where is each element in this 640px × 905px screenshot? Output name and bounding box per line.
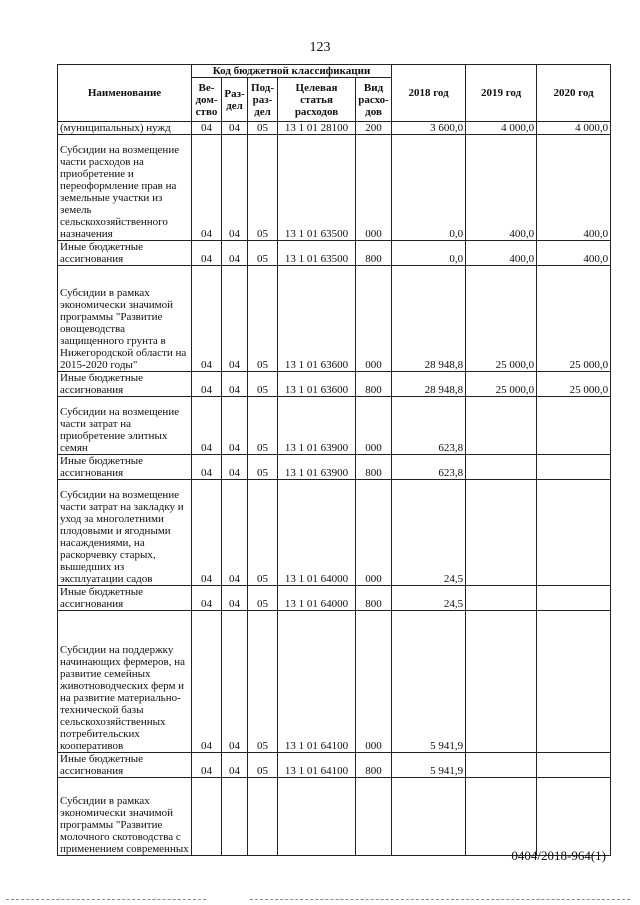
row-ved-cell: 04 — [192, 480, 222, 586]
row-target-cell: 13 1 01 64100 — [278, 753, 356, 778]
row-2019-cell — [466, 480, 537, 586]
row-target-cell: 13 1 01 28100 — [278, 122, 356, 135]
bottom-rule-right — [250, 899, 630, 900]
row-ved-cell: 04 — [192, 135, 222, 241]
row-vid-cell — [356, 778, 392, 856]
row-podrazdel-cell: 05 — [248, 372, 278, 397]
row-target-cell: 13 1 01 63600 — [278, 266, 356, 372]
row-ved-cell: 04 — [192, 372, 222, 397]
row-2020-cell: 400,0 — [537, 241, 611, 266]
row-name-cell: Иные бюджетные ассигнования — [58, 372, 192, 397]
row-2018-cell: 5 941,9 — [392, 611, 466, 753]
row-vid-cell: 200 — [356, 122, 392, 135]
row-ved-cell: 04 — [192, 611, 222, 753]
row-razdel-cell: 04 — [222, 241, 248, 266]
row-2020-cell — [537, 480, 611, 586]
row-2019-cell: 400,0 — [466, 135, 537, 241]
row-2019-cell — [466, 753, 537, 778]
header-2018: 2018 год — [392, 65, 466, 122]
table-row — [58, 241, 611, 266]
row-razdel-cell: 04 — [222, 135, 248, 241]
row-2020-cell — [537, 586, 611, 611]
row-podrazdel-cell: 05 — [248, 611, 278, 753]
row-name-cell: Субсидии на возмещение части расходов на приобретение и переоформление прав на земельные участки из земель сельскохозяйственного назначения — [58, 135, 192, 241]
row-ved-cell: 04 — [192, 241, 222, 266]
table-row — [58, 455, 611, 480]
row-name-cell: Иные бюджетные ассигнования — [58, 455, 192, 480]
row-2019-cell: 4 000,0 — [466, 122, 537, 135]
row-podrazdel-cell: 05 — [248, 397, 278, 455]
row-2019-cell — [466, 455, 537, 480]
row-name-cell: Иные бюджетные ассигнования — [58, 241, 192, 266]
row-name-cell: Иные бюджетные ассигнования — [58, 586, 192, 611]
table-row — [58, 135, 611, 241]
row-target-cell: 13 1 01 63600 — [278, 372, 356, 397]
header-ved: Ве- дом- ство — [192, 78, 222, 122]
row-vid-cell: 800 — [356, 372, 392, 397]
header-razdel: Раз- дел — [222, 78, 248, 122]
table-row — [58, 753, 611, 778]
row-2020-cell: 25 000,0 — [537, 372, 611, 397]
row-vid-cell: 000 — [356, 480, 392, 586]
header-podrazdel: Под- раз- дел — [248, 78, 278, 122]
row-name-cell: Субсидии на возмещение части затрат на закладку и уход за многолетними плодовыми и ягодными насаждениями, на раскорчевку старых, вышедших из эксплуатации садов — [58, 480, 192, 586]
header-code-group: Код бюджетной классификации — [192, 65, 392, 78]
row-name-cell: Субсидии в рамках экономически значимой программы "Развитие овощеводства защищенного грунта в Нижегородской области на 2015-2020 годы" — [58, 266, 192, 372]
row-target-cell — [278, 778, 356, 856]
row-name-cell: Субсидии на поддержку начинающих фермеров, на развитие семейных животноводческих ферм и на развитие материально-технической базы сельскохозяйственных потребительских кооперативов — [58, 611, 192, 753]
table-row — [58, 586, 611, 611]
row-2020-cell — [537, 455, 611, 480]
header-2020: 2020 год — [537, 65, 611, 122]
row-vid-cell: 000 — [356, 611, 392, 753]
row-razdel-cell: 04 — [222, 753, 248, 778]
row-target-cell: 13 1 01 64000 — [278, 480, 356, 586]
row-podrazdel-cell: 05 — [248, 455, 278, 480]
row-2019-cell — [466, 586, 537, 611]
row-ved-cell: 04 — [192, 266, 222, 372]
row-razdel-cell: 04 — [222, 480, 248, 586]
row-vid-cell: 800 — [356, 455, 392, 480]
row-2018-cell: 24,5 — [392, 480, 466, 586]
row-target-cell: 13 1 01 63500 — [278, 135, 356, 241]
row-razdel-cell: 04 — [222, 586, 248, 611]
row-2018-cell — [392, 778, 466, 856]
row-target-cell: 13 1 01 64100 — [278, 611, 356, 753]
row-2020-cell: 400,0 — [537, 135, 611, 241]
row-podrazdel-cell: 05 — [248, 266, 278, 372]
row-vid-cell: 800 — [356, 586, 392, 611]
document-code: 0404/2018-964(1) — [511, 848, 606, 863]
row-podrazdel-cell: 05 — [248, 480, 278, 586]
row-2018-cell: 623,8 — [392, 455, 466, 480]
table-row — [58, 778, 611, 856]
row-2019-cell: 25 000,0 — [466, 372, 537, 397]
row-2020-cell — [537, 753, 611, 778]
row-podrazdel-cell: 05 — [248, 241, 278, 266]
row-2018-cell: 28 948,8 — [392, 266, 466, 372]
row-2020-cell: 4 000,0 — [537, 122, 611, 135]
row-razdel-cell: 04 — [222, 372, 248, 397]
row-2018-cell: 0,0 — [392, 241, 466, 266]
table-row — [58, 122, 611, 135]
row-ved-cell: 04 — [192, 753, 222, 778]
header-name: Наименование — [58, 65, 192, 122]
page-number: 123 — [309, 40, 331, 55]
table-row — [58, 397, 611, 455]
row-razdel-cell: 04 — [222, 122, 248, 135]
row-2018-cell: 0,0 — [392, 135, 466, 241]
row-ved-cell: 04 — [192, 455, 222, 480]
row-vid-cell: 800 — [356, 753, 392, 778]
table-row — [58, 372, 611, 397]
row-2020-cell — [537, 778, 611, 856]
row-podrazdel-cell — [248, 778, 278, 856]
row-2018-cell: 24,5 — [392, 586, 466, 611]
table-row — [58, 611, 611, 753]
row-2018-cell: 5 941,9 — [392, 753, 466, 778]
header-2019: 2019 год — [466, 65, 537, 122]
row-ved-cell: 04 — [192, 586, 222, 611]
table-row — [58, 480, 611, 586]
budget-table — [57, 64, 611, 856]
row-target-cell: 13 1 01 63900 — [278, 455, 356, 480]
row-ved-cell — [192, 778, 222, 856]
row-podrazdel-cell: 05 — [248, 122, 278, 135]
row-vid-cell: 000 — [356, 397, 392, 455]
row-ved-cell: 04 — [192, 122, 222, 135]
row-2018-cell: 623,8 — [392, 397, 466, 455]
row-razdel-cell: 04 — [222, 266, 248, 372]
row-2019-cell — [466, 611, 537, 753]
row-2019-cell — [466, 778, 537, 856]
row-name-cell: (муниципальных) нужд — [58, 122, 192, 135]
row-2020-cell: 25 000,0 — [537, 266, 611, 372]
row-razdel-cell: 04 — [222, 611, 248, 753]
row-vid-cell: 800 — [356, 241, 392, 266]
row-2018-cell: 3 600,0 — [392, 122, 466, 135]
row-target-cell: 13 1 01 63900 — [278, 397, 356, 455]
row-razdel-cell — [222, 778, 248, 856]
header-vid: Вид расхо- дов — [356, 78, 392, 122]
row-2019-cell — [466, 397, 537, 455]
table-row — [58, 266, 611, 372]
row-2020-cell — [537, 611, 611, 753]
row-name-cell: Субсидии в рамках экономически значимой программы "Развитие молочного скотоводства с применением современных — [58, 778, 192, 856]
row-vid-cell: 000 — [356, 135, 392, 241]
header-target: Целевая статья расходов — [278, 78, 356, 122]
row-2018-cell: 28 948,8 — [392, 372, 466, 397]
row-target-cell: 13 1 01 64000 — [278, 586, 356, 611]
row-razdel-cell: 04 — [222, 455, 248, 480]
row-ved-cell: 04 — [192, 397, 222, 455]
row-name-cell: Субсидии на возмещение части затрат на приобретение элитных семян — [58, 397, 192, 455]
row-2020-cell — [537, 397, 611, 455]
row-2019-cell: 25 000,0 — [466, 266, 537, 372]
row-podrazdel-cell: 05 — [248, 135, 278, 241]
row-2019-cell: 400,0 — [466, 241, 537, 266]
row-podrazdel-cell: 05 — [248, 586, 278, 611]
row-name-cell: Иные бюджетные ассигнования — [58, 753, 192, 778]
row-razdel-cell: 04 — [222, 397, 248, 455]
row-podrazdel-cell: 05 — [248, 753, 278, 778]
row-target-cell: 13 1 01 63500 — [278, 241, 356, 266]
bottom-rule-left — [6, 899, 206, 900]
row-vid-cell: 000 — [356, 266, 392, 372]
